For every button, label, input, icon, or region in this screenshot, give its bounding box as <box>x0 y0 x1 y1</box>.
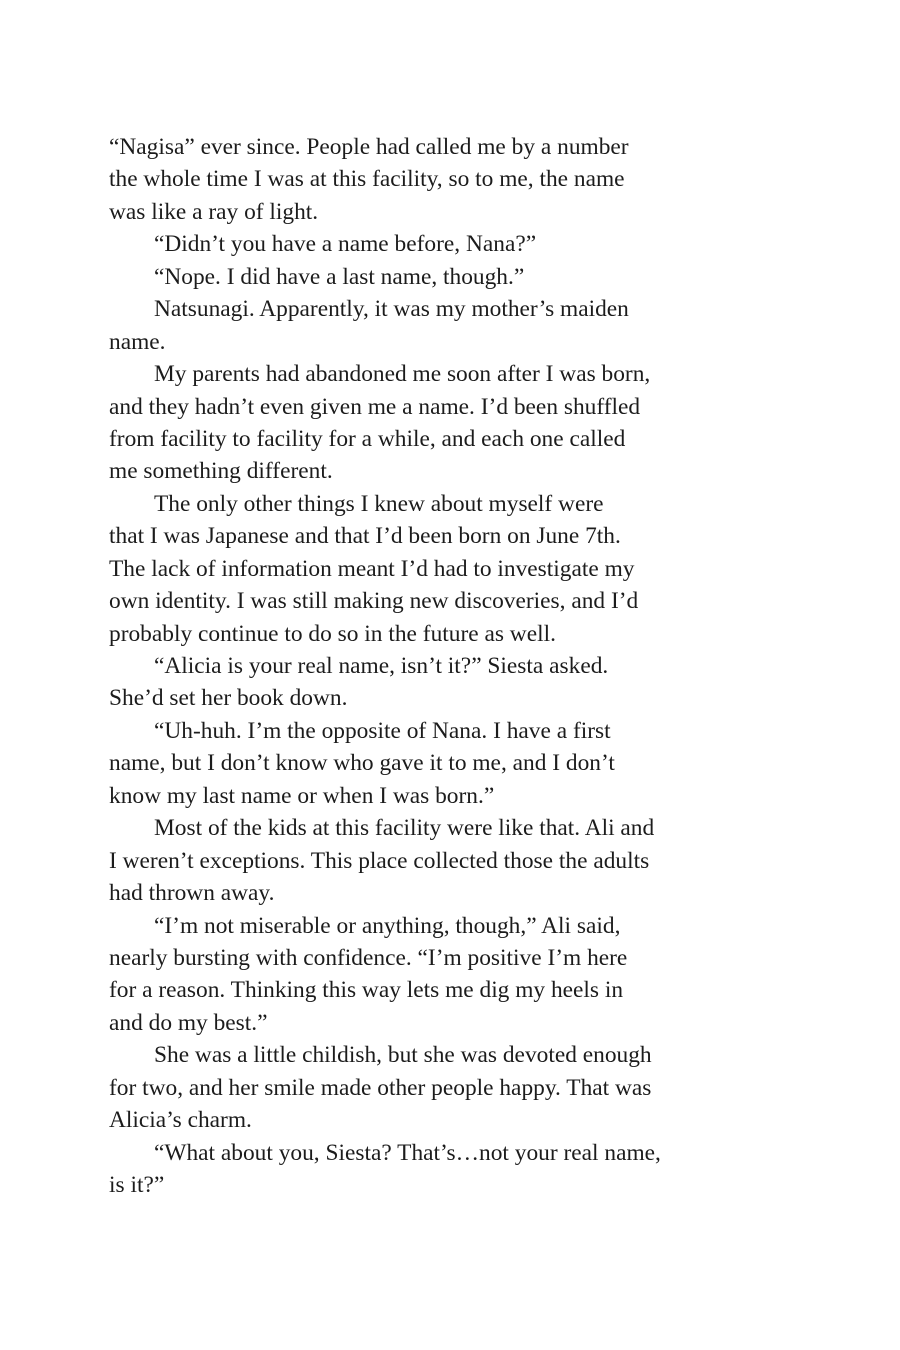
text-line: “Nagisa” ever since. People had called me by a number <box>109 134 629 160</box>
text-line: She’d set her book down. <box>109 685 348 712</box>
text-line: “Uh-huh. I’m the opposite of Nana. I have a first <box>154 717 611 744</box>
text-line: “Didn’t you have a name before, Nana?” <box>154 231 537 258</box>
text-line: own identity. I was still making new discoveries, and I’d <box>109 588 639 615</box>
text-line: The lack of information meant I’d had to investigate my <box>109 555 635 582</box>
text-line: I weren’t exceptions. This place collected those the adults <box>109 847 650 874</box>
text-line: that I was Japanese and that I’d been born on June 7th. <box>109 523 621 550</box>
text-line: for a reason. Thinking this way lets me dig my heels in <box>109 977 624 1004</box>
text-line: My parents had abandoned me soon after I was born, <box>154 361 651 388</box>
text-line: for two, and her smile made other people happy. That was <box>109 1074 652 1101</box>
text-line: is it?” <box>109 1172 165 1198</box>
text-line: the whole time I was at this facility, so to me, the name <box>109 166 625 193</box>
text-line: had thrown away. <box>109 880 275 907</box>
text-line: “What about you, Siesta? That’s…not your real name, <box>154 1139 661 1166</box>
text-line: “I’m not miserable or anything, though,” Ali said, <box>154 912 621 939</box>
text-line: know my last name or when I was born.” <box>109 782 495 809</box>
text-line: was like a ray of light. <box>109 198 319 225</box>
text-line: name. <box>109 328 166 355</box>
text-line: from facility to facility for a while, and each one called <box>109 425 626 452</box>
text-line: “Nope. I did have a last name, though.” <box>154 263 525 290</box>
text-line: me something different. <box>109 458 333 485</box>
text-line: probably continue to do so in the future as well. <box>109 620 556 647</box>
text-line: name, but I don’t know who gave it to me, and I don’t <box>109 750 615 777</box>
page-body-text <box>109 131 709 1201</box>
text-line: and do my best.” <box>109 1009 268 1036</box>
text-line: nearly bursting with confidence. “I’m positive I’m here <box>109 944 628 971</box>
text-line: and they hadn’t even given me a name. I’d been shuffled <box>109 393 641 420</box>
text-line: Alicia’s charm. <box>109 1107 252 1134</box>
text-line: Most of the kids at this facility were like that. Ali and <box>154 815 655 842</box>
text-line: She was a little childish, but she was devoted enough <box>154 1042 652 1069</box>
text-line: “Alicia is your real name, isn’t it?” Siesta asked. <box>154 653 609 679</box>
text-line: Natsunagi. Apparently, it was my mother’s maiden <box>154 296 629 323</box>
text-line: The only other things I knew about myself were <box>154 490 604 517</box>
